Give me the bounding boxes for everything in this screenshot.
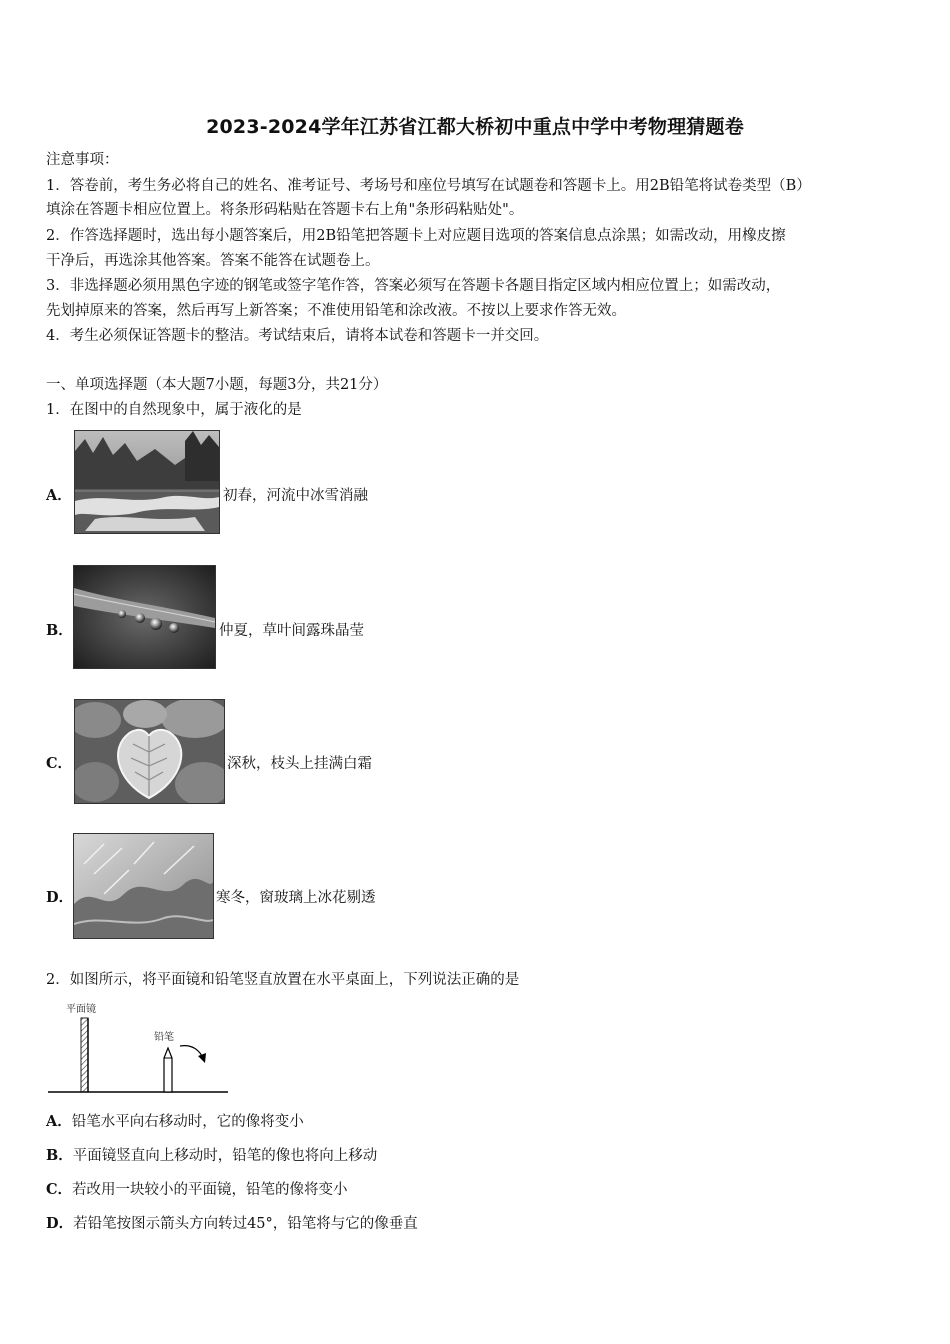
option-a-letter: A． — [46, 487, 72, 504]
pencil-label: 铅笔 — [154, 1032, 174, 1043]
mirror-pencil-diagram — [44, 1000, 234, 1100]
section-heading: 一、单项选择题（本大题7小题，每题3分，共21分） — [46, 377, 388, 393]
notice-line: 先划掉原来的答案，然后再写上新答案；不准使用铅笔和涂改液。不按以上要求作答无效。 — [46, 303, 626, 319]
notice-line: 3．非选择题必须用黑色字迹的钢笔或签字笔作答，答案必须写在答题卡各题目指定区域内相应位置上；如需改动， — [46, 278, 781, 294]
option-b-letter: B． — [46, 622, 73, 639]
notice-line: 干净后，再选涂其他答案。答案不能答在试题卷上。 — [46, 253, 380, 269]
notice-line: 4．考生必须保证答题卡的整洁。考试结束后，请将本试卷和答题卡一并交回。 — [46, 328, 549, 344]
notice-line: 填涂在答题卡相应位置上。将条形码粘贴在答题卡右上角"条形码粘贴处"。 — [46, 202, 524, 218]
option-c-text: 深秋，枝头上挂满白霜 — [227, 756, 372, 772]
option-a-text: 初春，河流中冰雪消融 — [223, 488, 368, 504]
notice-heading: 注意事项： — [46, 152, 119, 168]
question-2-option-d: D．若铅笔按图示箭头方向转过45°，铅笔将与它的像垂直 — [46, 1215, 418, 1232]
notice-line: 2．作答选择题时，选出每小题答案后，用2B铅笔把答题卡上对应题目选项的答案信息点涂黑；如需改动，用橡皮擦 — [46, 228, 786, 244]
dewdrop-photo — [73, 565, 216, 669]
ice-flower-window-photo — [73, 833, 214, 939]
question-2-option-b: B．平面镜竖直向上移动时，铅笔的像也将向上移动 — [46, 1147, 378, 1164]
question-2-option-a: A．铅笔水平向右移动时，它的像将变小 — [46, 1113, 304, 1130]
frost-leaf-photo — [74, 699, 225, 804]
page-title: 2023-2024学年江苏省江都大桥初中重点中学中考物理猜题卷 — [206, 116, 744, 138]
question-2-option-c: C．若改用一块较小的平面镜，铅笔的像将变小 — [46, 1181, 348, 1198]
option-d-text: 寒冬，窗玻璃上冰花剔透 — [216, 890, 376, 906]
option-d-letter: D． — [46, 889, 74, 906]
notice-line: 1．答卷前，考生务必将自己的姓名、准考证号、考场号和座位号填写在试题卷和答题卡上。用2B铅笔将试卷类型（B） — [46, 178, 811, 194]
option-c-letter: C． — [46, 755, 73, 772]
mirror-label: 平面镜 — [66, 1004, 96, 1015]
question-1-stem: 1．在图中的自然现象中，属于液化的是 — [46, 402, 302, 418]
question-2-stem: 2．如图所示，将平面镜和铅笔竖直放置在水平桌面上，下列说法正确的是 — [46, 972, 520, 988]
option-b-text: 仲夏，草叶间露珠晶莹 — [219, 623, 364, 639]
river-ice-photo — [74, 430, 220, 534]
